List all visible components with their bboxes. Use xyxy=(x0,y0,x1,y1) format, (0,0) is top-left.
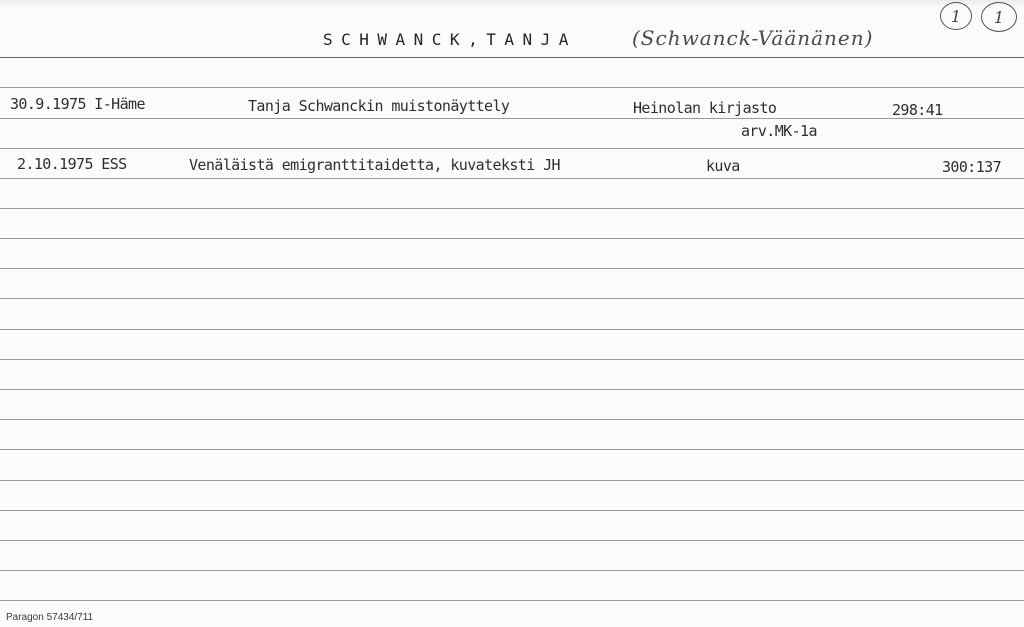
entry-1-date-source: 30.9.1975 I-Häme xyxy=(10,95,145,113)
rule xyxy=(0,118,1024,119)
rule xyxy=(0,87,1024,88)
rule xyxy=(0,480,1024,481)
rule xyxy=(0,600,1024,601)
circled-number-2 xyxy=(981,2,1017,32)
rule xyxy=(0,298,1024,299)
circled-number-1 xyxy=(940,2,972,30)
circled-number-1-text: 1 xyxy=(950,6,962,26)
rule xyxy=(0,208,1024,209)
circled-number-2-text: 1 xyxy=(993,7,1005,27)
entry-2-reference: 300:137 xyxy=(942,158,1002,176)
card-top-edge xyxy=(0,0,1024,8)
rule xyxy=(0,238,1024,239)
rule xyxy=(0,178,1024,179)
header-rule xyxy=(0,57,1024,58)
handwritten-name: (Schwanck-Väänänen) xyxy=(632,26,874,50)
rule xyxy=(0,359,1024,360)
card-title: SCHWANCK,TANJA xyxy=(323,30,577,49)
rule xyxy=(0,570,1024,571)
rule xyxy=(0,148,1024,149)
card-footer: Paragon 57434/711 xyxy=(6,612,94,623)
rule xyxy=(0,449,1024,450)
entry-1-note: arv.MK-1a xyxy=(741,122,817,140)
rule xyxy=(0,268,1024,269)
entry-1-author: Heinolan kirjasto xyxy=(633,99,777,117)
rule xyxy=(0,389,1024,390)
entry-1-reference: 298:41 xyxy=(892,101,943,119)
entry-2-title: Venäläistä emigranttitaidetta, kuvateksti JH xyxy=(189,156,560,174)
rule xyxy=(0,329,1024,330)
rule xyxy=(0,419,1024,420)
entry-1-title: Tanja Schwanckin muistonäyttely xyxy=(248,97,510,115)
rule xyxy=(0,510,1024,511)
entry-2-author: kuva xyxy=(706,157,740,175)
rule xyxy=(0,540,1024,541)
entry-2-date-source: 2.10.1975 ESS xyxy=(17,155,127,173)
